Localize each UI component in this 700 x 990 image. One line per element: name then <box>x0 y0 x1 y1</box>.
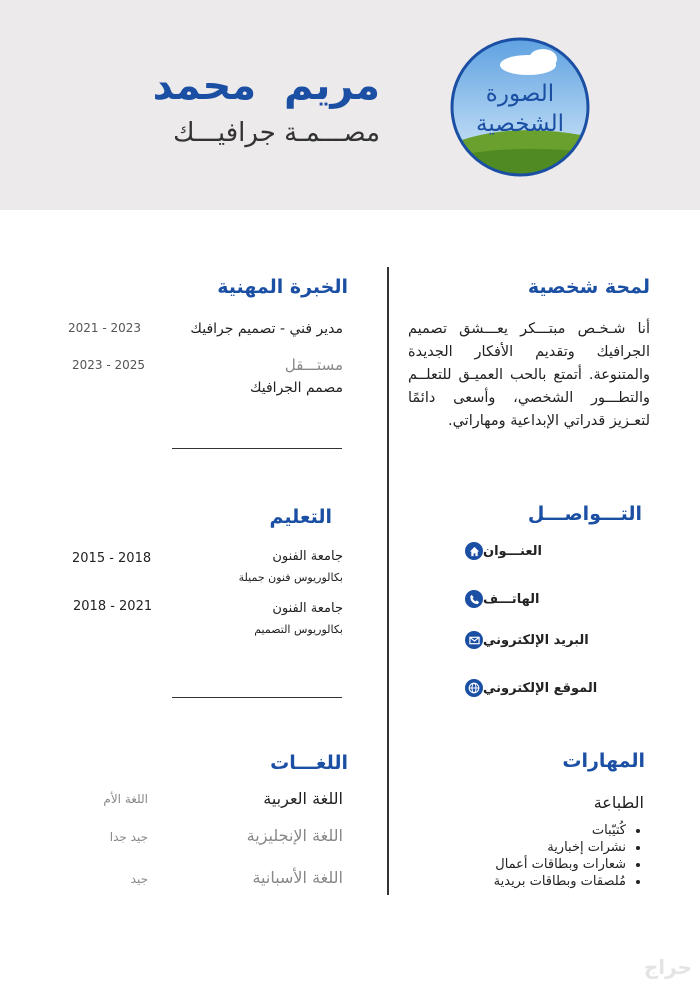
education-school: جامعة الفنون <box>272 549 343 564</box>
skills-heading: الطباعة <box>593 793 644 812</box>
language-level: جيد جدا <box>109 830 148 844</box>
language-name: اللغة الإنجليزية <box>246 826 343 845</box>
contact-email-label: البريد الإلكتروني <box>483 632 589 648</box>
watermark: حراج <box>643 955 692 979</box>
skill-item: • مُلصقات وبطاقات بريدية <box>444 873 626 890</box>
skill-item: • نشرات إخبارية <box>444 839 626 856</box>
education-years: 2018 - 2021 <box>73 599 153 614</box>
education-degree: بكالوريوس التصميم <box>254 623 343 636</box>
section-divider <box>172 448 342 449</box>
language-level: جيد <box>130 872 148 886</box>
experience-years: 2021 - 2023 <box>68 321 142 335</box>
language-name: اللغة الأسبانية <box>252 868 343 887</box>
photo-placeholder-text: الصورة الشخصية <box>476 81 564 137</box>
experience-status: مستـــقل <box>284 356 343 374</box>
experience-role: مصمم الجرافيك <box>249 380 343 396</box>
skills-title: المهارات <box>562 750 645 772</box>
full-name <box>153 62 380 110</box>
contact-email[interactable] <box>465 628 645 652</box>
contact-title: التـــواصـــل <box>527 503 642 525</box>
mail-icon <box>465 631 483 649</box>
about-title: لمحة شخصية <box>527 276 650 298</box>
contact-website[interactable] <box>465 676 645 700</box>
education-degree: بكالوريوس فنون جميلة <box>238 571 343 584</box>
education-years: 2015 - 2018 <box>72 551 152 566</box>
languages-title: اللغـــات <box>270 752 348 774</box>
section-divider <box>172 697 342 698</box>
contact-website-label: الموقع الإلكتروني <box>483 680 598 696</box>
contact-phone-label: الهاتـــف <box>483 591 540 607</box>
experience-years: 2023 - 2025 <box>72 358 146 372</box>
skill-item: • شعارات وبطاقات أعمال <box>444 856 626 873</box>
contact-address-label: العنـــوان <box>483 543 543 559</box>
language-level: اللغة الأم <box>103 792 148 806</box>
contact-address[interactable] <box>465 539 645 563</box>
experience-role: مدير فني - تصميم جرافيك <box>190 321 343 337</box>
skill-item: • كُتيّبات <box>444 822 626 839</box>
education-title: التعليم <box>269 506 332 528</box>
profile-photo <box>448 35 592 179</box>
skills-list <box>444 822 644 890</box>
last-name: محمد <box>152 63 257 109</box>
about-text: أنا شـخـص مبتـــكر يعـــشق تصميم الجرافيك وتقديم الأفكار الجديدة والمتنوعة. أتمتع بالحب العميـق للتعلــم والتطـــور الشخصي، وأسعى دائمًا لتعـزيز قدراتي الإبداعية ومهاراتي. <box>408 321 650 429</box>
column-divider <box>387 267 389 895</box>
first-name: مريم <box>283 63 380 109</box>
globe-icon <box>465 679 483 697</box>
job-title: مصـــمـة جرافيـــك <box>173 118 380 148</box>
experience-title: الخبرة المهنية <box>217 276 348 298</box>
language-name: اللغة العربية <box>263 789 343 808</box>
phone-icon <box>465 590 483 608</box>
contact-phone[interactable] <box>465 587 645 611</box>
education-school: جامعة الفنون <box>272 601 343 616</box>
home-icon <box>465 542 483 560</box>
